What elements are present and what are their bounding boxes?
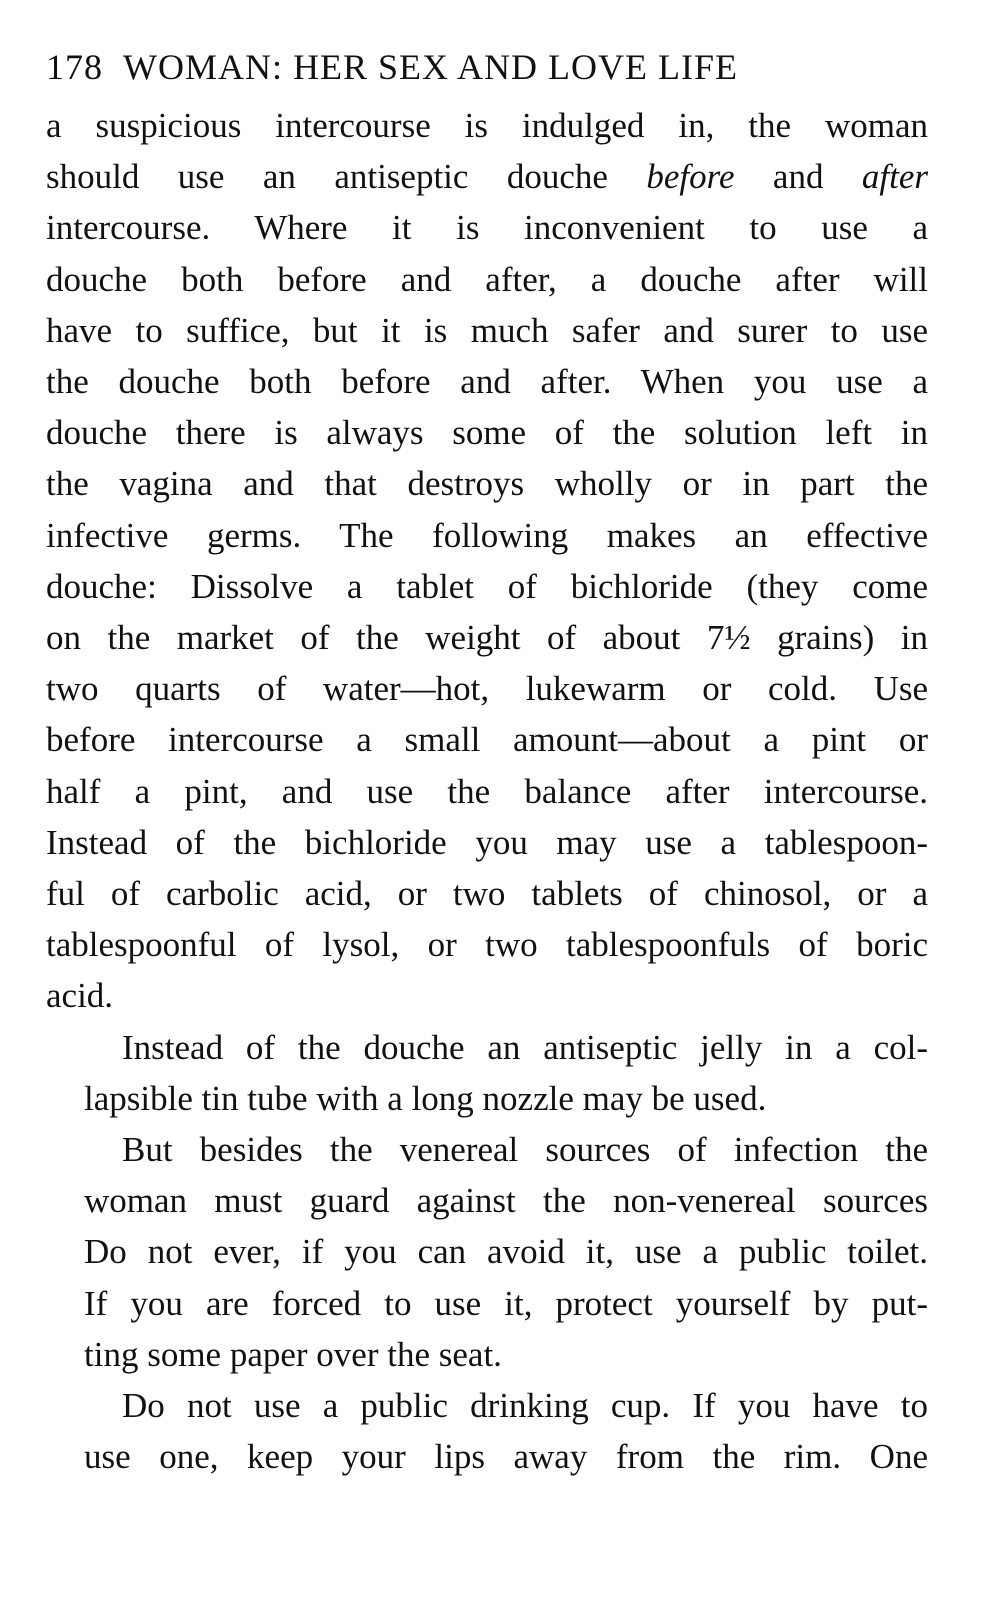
text-line: before intercourse a small amount—about a pint or (46, 720, 928, 760)
text-line: douche: Dissolve a tablet of bichloride (they come (46, 566, 928, 606)
text-line: tablespoonful of lysol, or two tablespoonfuls of boric (46, 925, 928, 965)
text-line: have to suffice, but it is much safer and surer to use (46, 310, 928, 350)
text-segment: should use an antiseptic douche (46, 157, 647, 197)
text-line: acid. (46, 976, 114, 1016)
text-line: douche there is always some of the solution left in (46, 413, 928, 453)
paragraph (46, 100, 928, 1022)
book-page (46, 40, 928, 1482)
page-number: 178 (46, 47, 103, 87)
text-segment: and (734, 157, 862, 197)
text-line: woman must guard against the non-venereal sources (84, 1181, 928, 1221)
paragraph (46, 1022, 928, 1124)
text-line: intercourse. Where it is inconvenient to use a (46, 208, 928, 248)
running-title: WOMAN: HER SEX AND LOVE LIFE (123, 47, 738, 87)
text-line: Do not use a public drinking cup. If you have to (122, 1386, 928, 1426)
text-line: ting some paper over the seat. (84, 1334, 502, 1374)
text-line: on the market of the weight of about 7½ grains) in (46, 618, 928, 658)
body-text (46, 100, 928, 1482)
text-line: Do not ever, if you can avoid it, use a public toilet. (84, 1232, 928, 1272)
text-line: Instead of the bichloride you may use a tablespoon- (46, 822, 928, 862)
emphasis-after: after (861, 157, 928, 197)
text-line: a suspicious intercourse is indulged in, the woman (46, 106, 928, 145)
running-head (46, 40, 928, 100)
text-line: douche both before and after, a douche after will (46, 259, 928, 299)
text-line: lapsible tin tube with a long nozzle may be used. (84, 1078, 767, 1118)
text-line: use one, keep your lips away from the rim. One (84, 1437, 928, 1477)
paragraph (46, 1124, 928, 1380)
text-line: the vagina and that destroys wholly or in part the (46, 464, 928, 504)
text-line: half a pint, and use the balance after intercourse. (46, 771, 928, 811)
text-line: the douche both before and after. When you use a (46, 362, 928, 402)
text-line (46, 151, 928, 202)
text-line: If you are forced to use it, protect yourself by put- (84, 1283, 928, 1323)
text-line: infective germs. The following makes an effective (46, 515, 928, 555)
text-line: But besides the venereal sources of infection the (122, 1130, 928, 1170)
paragraph (46, 1380, 928, 1482)
text-line: ful of carbolic acid, or two tablets of chinosol, or a (46, 874, 928, 914)
emphasis-before: before (646, 157, 735, 197)
text-line: two quarts of water—hot, lukewarm or cold. Use (46, 669, 928, 709)
text-line: Instead of the douche an antiseptic jelly in a col- (122, 1027, 928, 1067)
